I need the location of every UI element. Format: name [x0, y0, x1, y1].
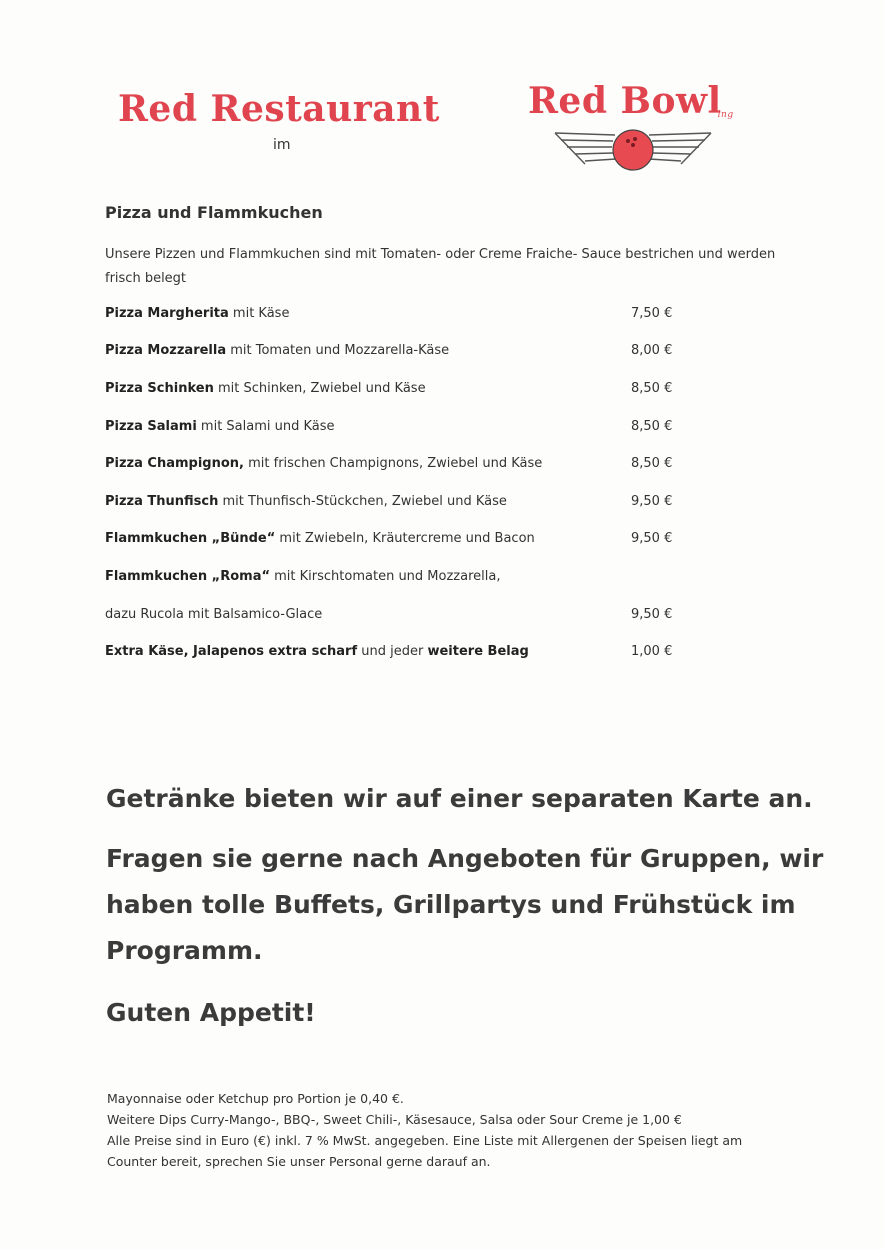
menu-item [105, 381, 675, 396]
item-price: 8,00 € [631, 343, 673, 358]
bowling-ball-logo-icon [553, 124, 713, 180]
menu-intro: Unsere Pizzen und Flammkuchen sind mit Tomaten- oder Creme Fraiche- Sauce bestrichen und werden frisch belegt [105, 247, 776, 286]
item-desc: mit Schinken, Zwiebel und Käse [213, 381, 426, 396]
item-name: Pizza Schinken [105, 381, 214, 396]
item-price: 9,50 € [631, 607, 673, 622]
bowl-name [528, 80, 734, 122]
groups-notice: Fragen sie gerne nach Angeboten für Gruppen, wir haben tolle Buffets, Grillpartys und Frühstück im Programm. [106, 844, 824, 965]
item-desc: mit Thunfisch-Stückchen, Zwiebel und Käse [218, 494, 507, 509]
footer-line: Alle Preise sind in Euro (€) inkl. 7 % MwSt. angegeben. Eine Liste mit Allergenen der Speisen liegt am [107, 1133, 743, 1148]
section-title: Pizza und Flammkuchen [105, 203, 323, 222]
item-desc: mit Käse [228, 306, 290, 321]
item-name: Pizza Mozzarella [105, 343, 227, 358]
item-price: 9,50 € [631, 494, 673, 509]
item-desc: mit Salami und Käse [196, 419, 335, 434]
footer-line: Weitere Dips Curry-Mango-, BBQ-, Sweet Chili-, Käsesauce, Salsa oder Sour Creme je 1,00 € [107, 1112, 682, 1127]
item-price: 9,50 € [631, 531, 673, 546]
extras-name: Extra Käse, Jalapenos extra scharf [105, 644, 358, 659]
item-desc: mit frischen Champignons, Zwiebel und Käse [243, 456, 543, 471]
menu-item [105, 306, 675, 321]
connector-label: im [273, 137, 291, 153]
item-price: 7,50 € [631, 306, 673, 321]
drinks-notice: Getränke bieten wir auf einer separaten Karte an. [106, 784, 813, 813]
item-name: Flammkuchen „Roma“ [105, 569, 271, 584]
item-desc: dazu Rucola mit Balsamico-Glace [105, 607, 323, 622]
menu-item-extras [105, 644, 675, 659]
footer-line: Mayonnaise oder Ketchup pro Portion je 0,40 €. [107, 1091, 404, 1106]
closing-text: Guten Appetit! [106, 998, 316, 1027]
item-name: Flammkuchen „Bünde“ [105, 531, 276, 546]
menu-item [105, 607, 675, 622]
item-price: 8,50 € [631, 456, 673, 471]
menu-item [105, 494, 675, 509]
item-desc: mit Kirschtomaten und Mozzarella, [270, 569, 501, 584]
item-name: Pizza Margherita [105, 306, 229, 321]
extras-name-more: weitere Belag [427, 644, 529, 659]
extras-connector: und jeder [357, 644, 428, 659]
bowl-name-suffix: ing [717, 110, 734, 120]
menu-item [105, 569, 675, 584]
menu-item [105, 419, 675, 434]
item-price: 1,00 € [631, 644, 673, 659]
item-price: 8,50 € [631, 419, 673, 434]
footer-line: Counter bereit, sprechen Sie unser Personal gerne darauf an. [107, 1154, 491, 1169]
menu-item [105, 531, 675, 546]
footer-notes [107, 1088, 807, 1172]
menu-item [105, 456, 675, 471]
item-name: Pizza Thunfisch [105, 494, 219, 509]
item-price: 8,50 € [631, 381, 673, 396]
bowl-name-text: Red Bowl [528, 80, 722, 122]
item-desc: mit Tomaten und Mozzarella-Käse [226, 343, 450, 358]
restaurant-name: Red Restaurant [118, 88, 440, 130]
menu-item [105, 343, 675, 358]
item-desc: mit Zwiebeln, Kräutercreme und Bacon [275, 531, 535, 546]
item-name: Pizza Salami [105, 419, 197, 434]
item-name: Pizza Champignon, [105, 456, 244, 471]
